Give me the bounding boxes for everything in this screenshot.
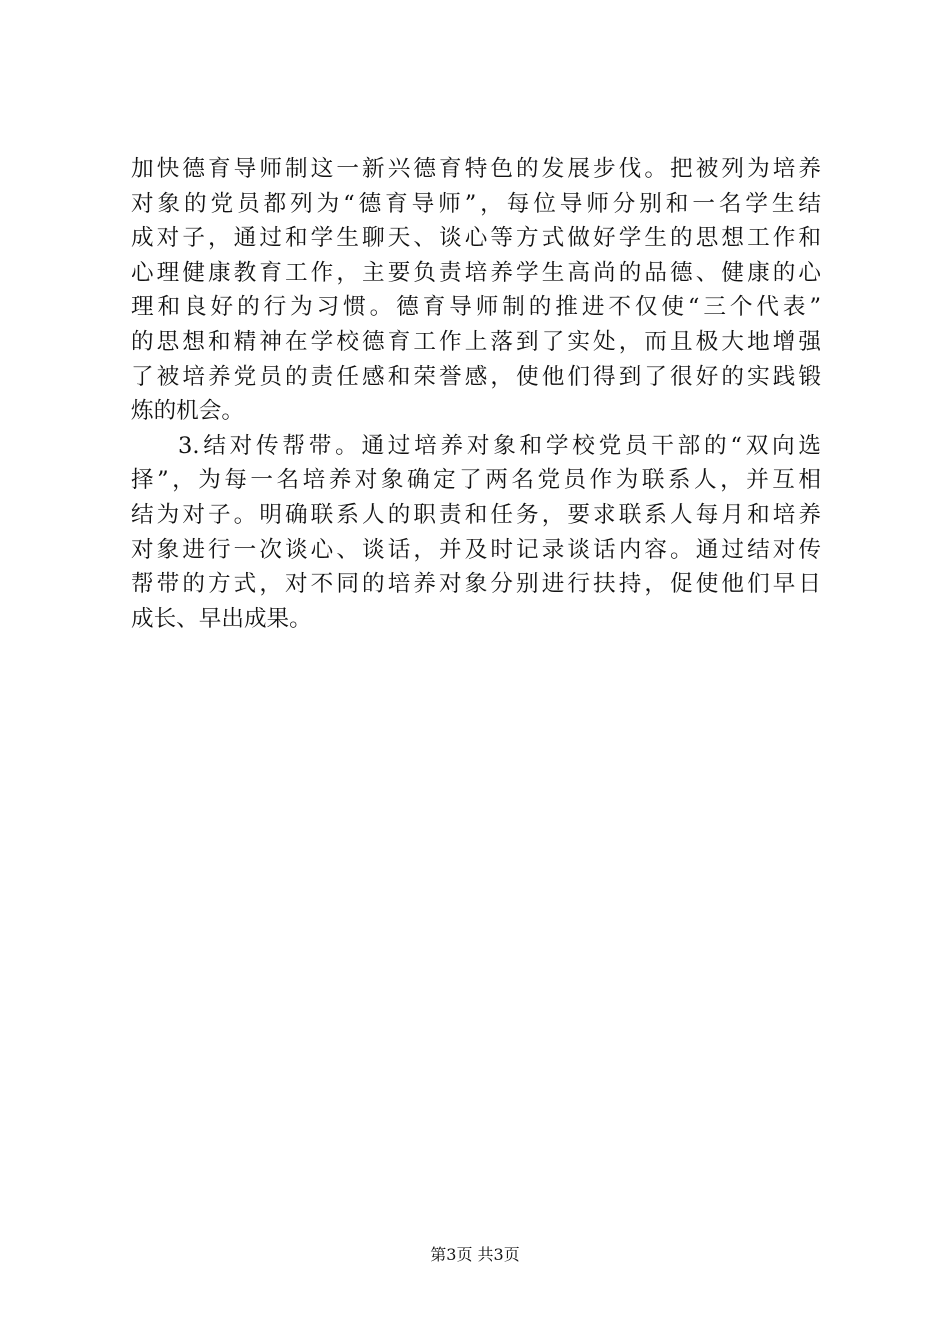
- page-number: 第3页 共3页: [430, 1245, 520, 1264]
- text-line: 帮带的方式，对不同的培养对象分别进行扶持，促使他们早日: [131, 571, 821, 598]
- text-line: 3.结对传帮带。通过培养对象和学校党员干部的“双向选: [178, 432, 821, 459]
- text-line: 炼的机会。: [131, 398, 244, 425]
- text-line: 成长、早出成果。: [131, 605, 312, 632]
- text-line: 的思想和精神在学校德育工作上落到了实处，而且极大地增强: [131, 328, 821, 355]
- text-line: 加快德育导师制这一新兴德育特色的发展步伐。把被列为培养: [131, 156, 821, 182]
- text-line: 择”，为每一名培养对象确定了两名党员作为联系人，并互相: [131, 467, 821, 494]
- text-line: 结为对子。明确联系人的职责和任务，要求联系人每月和培养: [131, 501, 821, 528]
- paragraph: [131, 429, 821, 637]
- text-line: 了被培养党员的责任感和荣誉感，使他们得到了很好的实践锻: [131, 363, 821, 390]
- document-body: [131, 152, 821, 636]
- text-line: 对象的党员都列为“德育导师”，每位导师分别和一名学生结: [131, 190, 821, 217]
- paragraph: [131, 152, 821, 429]
- text-line: 成对子，通过和学生聊天、谈心等方式做好学生的思想工作和: [131, 225, 821, 252]
- text-line: 对象进行一次谈心、谈话，并及时记录谈话内容。通过结对传: [131, 536, 821, 563]
- text-line: 心理健康教育工作，主要负责培养学生高尚的品德、健康的心: [131, 259, 821, 286]
- text-line: 理和良好的行为习惯。德育导师制的推进不仅使“三个代表”: [131, 294, 821, 321]
